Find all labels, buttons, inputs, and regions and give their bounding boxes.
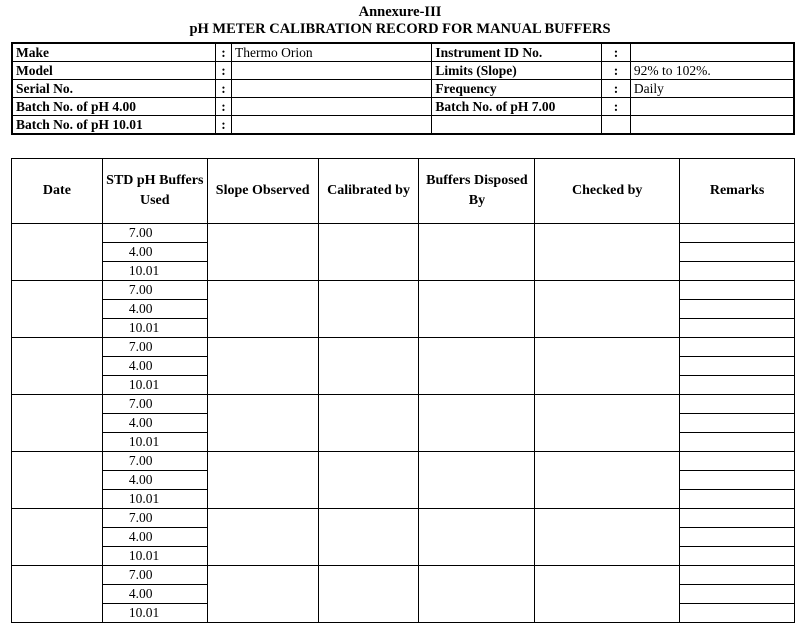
make-label: Make — [12, 43, 216, 62]
remarks-cell[interactable] — [680, 585, 795, 604]
table-row — [12, 338, 795, 357]
remarks-cell[interactable] — [680, 414, 795, 433]
calibrated-by-cell[interactable] — [318, 281, 419, 338]
slope-observed-cell[interactable] — [207, 224, 318, 281]
buffer-value-cell: 4.00 — [102, 414, 207, 433]
calibrated-by-cell[interactable] — [318, 224, 419, 281]
checked-by-cell[interactable] — [535, 281, 680, 338]
remarks-cell[interactable] — [680, 433, 795, 452]
frequency-value[interactable]: Daily — [630, 80, 794, 98]
calibrated-by-cell[interactable] — [318, 395, 419, 452]
colon: : — [216, 98, 232, 116]
buffer-value-cell: 7.00 — [102, 338, 207, 357]
column-header-calibrated-by: Calibrated by — [318, 159, 419, 224]
remarks-cell[interactable] — [680, 224, 795, 243]
make-value[interactable]: Thermo Orion — [232, 43, 432, 62]
buffer-value-cell: 7.00 — [102, 566, 207, 585]
model-value[interactable] — [232, 62, 432, 80]
model-label: Model — [12, 62, 216, 80]
buffer-value-cell: 4.00 — [102, 471, 207, 490]
buffer-value-cell: 10.01 — [102, 547, 207, 566]
instrument-info-table — [11, 42, 795, 135]
colon: : — [216, 80, 232, 98]
buffer-value-cell: 7.00 — [102, 281, 207, 300]
buffer-value-cell: 4.00 — [102, 300, 207, 319]
limits-label: Limits (Slope) — [432, 62, 602, 80]
form-title: pH METER CALIBRATION RECORD FOR MANUAL BUFFERS — [189, 21, 611, 37]
remarks-cell[interactable] — [680, 452, 795, 471]
empty-cell — [630, 116, 794, 135]
calibration-log-table — [11, 158, 795, 623]
empty-cell — [432, 116, 602, 135]
date-cell[interactable] — [12, 338, 103, 395]
colon: : — [602, 98, 631, 116]
buffer-value-cell: 10.01 — [102, 604, 207, 623]
buffers-disposed-by-cell[interactable] — [419, 566, 535, 623]
colon: : — [602, 43, 631, 62]
remarks-cell[interactable] — [680, 281, 795, 300]
table-row — [12, 509, 795, 528]
slope-observed-cell[interactable] — [207, 338, 318, 395]
calibrated-by-cell[interactable] — [318, 566, 419, 623]
table-row — [12, 395, 795, 414]
buffer-value-cell: 7.00 — [102, 509, 207, 528]
remarks-cell[interactable] — [680, 338, 795, 357]
checked-by-cell[interactable] — [535, 566, 680, 623]
slope-observed-cell[interactable] — [207, 452, 318, 509]
batch-ph7-label: Batch No. of pH 7.00 — [432, 98, 602, 116]
annexure-title: Annexure-III — [358, 4, 442, 20]
table-row — [12, 452, 795, 471]
slope-observed-cell[interactable] — [207, 281, 318, 338]
column-header-remarks: Remarks — [680, 159, 795, 224]
buffer-value-cell: 7.00 — [102, 395, 207, 414]
buffer-value-cell: 4.00 — [102, 357, 207, 376]
remarks-cell[interactable] — [680, 509, 795, 528]
buffer-value-cell: 10.01 — [102, 490, 207, 509]
buffer-value-cell: 10.01 — [102, 262, 207, 281]
batch-ph7-value[interactable] — [630, 98, 794, 116]
serial-label: Serial No. — [12, 80, 216, 98]
colon: : — [602, 62, 631, 80]
checked-by-cell[interactable] — [535, 509, 680, 566]
buffers-disposed-by-cell[interactable] — [419, 224, 535, 281]
buffer-value-cell: 4.00 — [102, 528, 207, 547]
date-cell[interactable] — [12, 224, 103, 281]
batch-ph10-label: Batch No. of pH 10.01 — [12, 116, 216, 135]
buffers-disposed-by-cell[interactable] — [419, 452, 535, 509]
remarks-cell[interactable] — [680, 471, 795, 490]
date-cell[interactable] — [12, 566, 103, 623]
date-cell[interactable] — [12, 509, 103, 566]
colon: : — [602, 80, 631, 98]
column-header-buffers-disposed-by: Buffers Disposed By — [419, 159, 535, 224]
buffer-value-cell: 10.01 — [102, 319, 207, 338]
buffer-value-cell: 4.00 — [102, 243, 207, 262]
remarks-cell[interactable] — [680, 604, 795, 623]
remarks-cell[interactable] — [680, 490, 795, 509]
info-row-model — [12, 62, 794, 80]
remarks-cell[interactable] — [680, 357, 795, 376]
remarks-cell[interactable] — [680, 395, 795, 414]
log-header-row — [12, 159, 795, 224]
remarks-cell[interactable] — [680, 243, 795, 262]
remarks-cell[interactable] — [680, 300, 795, 319]
buffer-value-cell: 7.00 — [102, 224, 207, 243]
column-header-checked-by: Checked by — [535, 159, 680, 224]
column-header-date: Date — [12, 159, 103, 224]
info-row-batch-10 — [12, 116, 794, 135]
slope-observed-cell[interactable] — [207, 509, 318, 566]
document-header — [0, 4, 800, 37]
remarks-cell[interactable] — [680, 547, 795, 566]
instrument-id-value[interactable] — [630, 43, 794, 62]
column-header-slope-observed: Slope Observed — [207, 159, 318, 224]
table-row — [12, 281, 795, 300]
info-row-serial — [12, 80, 794, 98]
table-row — [12, 566, 795, 585]
colon: : — [216, 62, 232, 80]
remarks-cell[interactable] — [680, 319, 795, 338]
buffer-value-cell: 7.00 — [102, 452, 207, 471]
instrument-id-label: Instrument ID No. — [432, 43, 602, 62]
date-cell[interactable] — [12, 395, 103, 452]
checked-by-cell[interactable] — [535, 224, 680, 281]
slope-observed-cell[interactable] — [207, 566, 318, 623]
calibrated-by-cell[interactable] — [318, 338, 419, 395]
batch-ph4-label: Batch No. of pH 4.00 — [12, 98, 216, 116]
buffers-disposed-by-cell[interactable] — [419, 395, 535, 452]
info-row-make — [12, 43, 794, 62]
log-body — [12, 224, 795, 623]
remarks-cell[interactable] — [680, 566, 795, 585]
colon: : — [216, 43, 232, 62]
serial-value[interactable] — [232, 80, 432, 98]
remarks-cell[interactable] — [680, 376, 795, 395]
frequency-label: Frequency — [432, 80, 602, 98]
info-row-batch-4 — [12, 98, 794, 116]
limits-value[interactable]: 92% to 102%. — [630, 62, 794, 80]
slope-observed-cell[interactable] — [207, 395, 318, 452]
calibrated-by-cell[interactable] — [318, 452, 419, 509]
checked-by-cell[interactable] — [535, 395, 680, 452]
remarks-cell[interactable] — [680, 262, 795, 281]
date-cell[interactable] — [12, 281, 103, 338]
checked-by-cell[interactable] — [535, 338, 680, 395]
column-header-std-ph-buffers: STD pH Buffers Used — [102, 159, 207, 224]
remarks-cell[interactable] — [680, 528, 795, 547]
date-cell[interactable] — [12, 452, 103, 509]
buffer-value-cell: 10.01 — [102, 433, 207, 452]
buffer-value-cell: 10.01 — [102, 376, 207, 395]
buffers-disposed-by-cell[interactable] — [419, 281, 535, 338]
buffer-value-cell: 4.00 — [102, 585, 207, 604]
buffers-disposed-by-cell[interactable] — [419, 509, 535, 566]
calibrated-by-cell[interactable] — [318, 509, 419, 566]
checked-by-cell[interactable] — [535, 452, 680, 509]
batch-ph10-value[interactable] — [232, 116, 432, 135]
table-row — [12, 224, 795, 243]
buffers-disposed-by-cell[interactable] — [419, 338, 535, 395]
batch-ph4-value[interactable] — [232, 98, 432, 116]
colon: : — [216, 116, 232, 135]
empty-cell — [602, 116, 631, 135]
